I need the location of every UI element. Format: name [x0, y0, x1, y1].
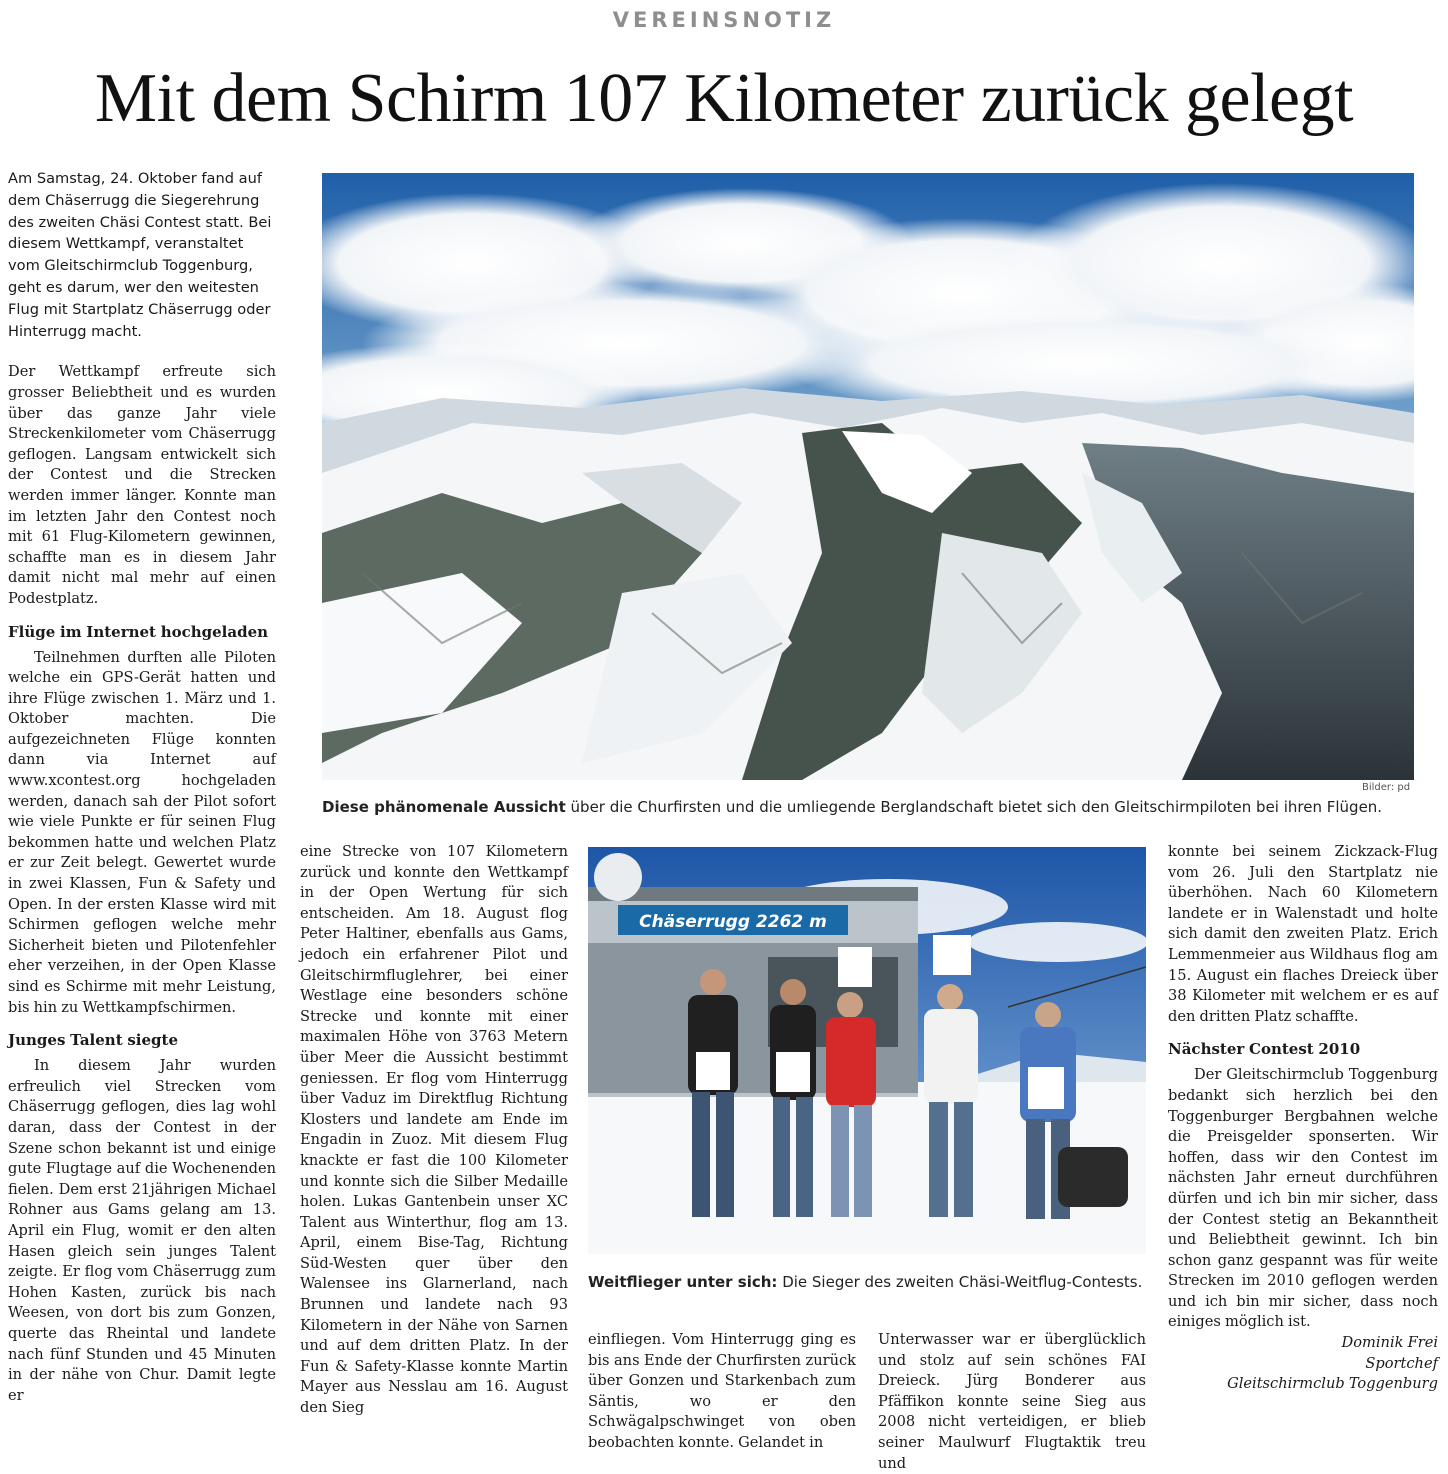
photo-caption-2	[588, 1272, 1142, 1292]
column-2	[300, 842, 568, 1419]
column-5	[1168, 842, 1438, 1395]
caption-text: Die Sieger des zweiten Chäsi-Weitflug-Contests.	[777, 1273, 1143, 1291]
lead-paragraph: Am Samstag, 24. Oktober fand auf dem Chäserrugg die Siegerehrung des zweiten Chäsi Contest statt. Bei diesem Wettkampf, veranstaltet vom Gleitschirmclub Toggenburg, geht es darum, wer den weitesten Flug mit Startplatz Chäserrugg oder Hinterrugg macht.	[8, 170, 272, 340]
signature-club: Gleitschirmclub Toggenburg	[1227, 1375, 1438, 1393]
group-illustration	[588, 847, 1146, 1254]
paragraph: Der Gleitschirmclub Toggenburg bedankt sich herzlich bei den Toggenburger Bergbahnen welche die Preisgelder sponserten. Wir hoffen, dass wir den Contest im nächsten Jahr erneut durchführen dürfen und ich bin mir sicher, dass der Contest stetig an Bekanntheit und Beliebtheit gewinnt. Ich bin schon ganz gespannt was für weite Strecken im 2010 geflogen werden und ich bin mir sicher, dass noch einiges möglich ist.	[1168, 1066, 1438, 1331]
signature-title: Sportchef	[1365, 1354, 1438, 1372]
signature-name: Dominik Frei	[1341, 1334, 1438, 1352]
subheading: Nächster Contest 2010	[1168, 1040, 1361, 1059]
caption-text: über die Churfirsten und die umliegende Berglandschaft bietet sich den Gleitschirmpiloten bei ihren Flügen.	[565, 798, 1383, 816]
subheading: Junges Talent siegte	[8, 1031, 178, 1050]
paragraph: eine Strecke von 107 Kilometern zurück und konnte den Wettkampf in der Open Wertung für sich entscheiden. Am 18. August flog Peter Haltiner, ebenfalls aus Gams, jedoch ein erfahrener Pilot und Gleitschirmfluglehrer, bei einer Westlage eine besonders schöne Strecke und konnte mit einer maximalen Höhe von 3763 Metern über Meer die Aussicht bestimmt geniessen. Er flog vom Hinterrugg über Vaduz im Direktflug Richtung Klosters und landete am Ende im Engadin in Zuoz. Mit diesem Flug knackte er fast die 100 Kilometer und konnte sich die Silber Medaille holen. Lukas Gantenbein unser XC Talent aus Winterthur, flog am 13. April, einem Bise-Tag, Richtung Süd-Westen quer über den Walensee ins Glarnerland, nach Brunnen und landete nach 93 Kilometern in der Nähe von Sarnen und auf dem dritten Platz. In der Fun & Safety-Klasse konnte Martin Mayer aus Nesslau am 16. August den Sieg	[300, 843, 568, 1417]
paragraph: konnte bei seinem Zickzack-Flug vom 26. Juli den Startplatz nie überhöhen. Nach 60 Kilometern landete er in Walenstadt und holte sich damit den zweiten Platz. Erich Lemmenmeier aus Wildhaus flog am 15. August ein flaches Dreieck über 38 Kilometer mit welchem er es auf den dritten Platz schaffte.	[1168, 843, 1438, 1025]
mountain-panorama-photo	[322, 173, 1414, 780]
subheading: Flüge im Internet hochgeladen	[8, 622, 269, 641]
column-1	[8, 168, 276, 1406]
paragraph: Teilnehmen durften alle Piloten welche ein GPS-Gerät hatten und ihre Flüge zwischen 1. März und 1. Oktober machten. Die aufgezeichneten Flüge konnten dann via Internet auf www.xcontest.org hochgeladen werden, danach sah der Pilot sofort wie viele Punkte er für seinen Flug bekommen hatte und welchen Platz er zur Zeit belegt. Gewertet wurde in zwei Klassen, Fun & Safety und Open. In der ersten Klasse wird mit Schirmen geflogen welche mehr Sicherheit bieten und Pilotenfehler eher verzeihen, in der Open Klasse sind es Schirme mit mehr Leistung, bis hin zu Wettkampfschirmen.	[8, 648, 276, 1016]
headline: Mit dem Schirm 107 Kilometer zurück gelegt	[94, 60, 1354, 137]
paragraph: einfliegen. Vom Hinterrugg ging es bis ans Ende der Churfirsten zurück über Gonzen und Starkenbach zum Säntis, wo er den Schwägalpschwinget von oben beobachten konnte. Gelandet in	[588, 1331, 856, 1451]
photo-credit: Bilder: pd	[1362, 782, 1411, 793]
column-4	[878, 1330, 1146, 1474]
station-sign: Chäserrugg 2262 m	[639, 912, 827, 932]
paragraph: Unterwasser war er überglücklich und stolz auf sein schönes FAI Dreieck. Jürg Bonderer aus Pfäffikon konnte seine Sieg aus 2008 nicht verteidigen, er blieb seiner Maulwurf Flugtaktik treu und	[878, 1331, 1146, 1472]
photo-caption	[322, 797, 1382, 817]
caption-bold: Diese phänomenale Aussicht	[322, 798, 566, 816]
caption-bold: Weitflieger unter sich:	[588, 1273, 778, 1291]
section-kicker: VEREINSNOTIZ	[612, 8, 836, 32]
paragraph: Der Wettkampf erfreute sich grosser Beliebtheit und es wurden über das ganze Jahr viele Streckenkilometer vom Chäserrugg geflogen. Langsam entwickelt sich der Contest und die Strecken werden immer länger. Konnte man im letzten Jahr den Contest noch mit 61 Flug-Kilometern gewinnen, schaffte man es in diesem Jahr damit nicht mal mehr auf einen Podestplatz.	[8, 363, 276, 607]
panorama-illustration	[322, 173, 1414, 780]
column-3	[588, 1330, 856, 1454]
paragraph: In diesem Jahr wurden erfreulich viel Strecken vom Chäserrugg geflogen, dies lag wohl daran, dass der Contest in der Szene schon bekannt ist und einige gute Flugtage auf die Wochenenden fielen. Dem erst 21jährigen Michael Rohner aus Gams gelang am 13. April ein Flug, womit er den alten Hasen gleich sein junges Talent zeigte. Er flog vom Chäserrugg zum Hohen Kasten, zurück bis nach Weesen, von dort bis zum Gonzen, querte das Rheintal und landete nach fünf Stunden und 45 Minuten in der nähe von Chur. Damit legte er	[8, 1057, 276, 1404]
winners-group-photo	[588, 847, 1146, 1254]
